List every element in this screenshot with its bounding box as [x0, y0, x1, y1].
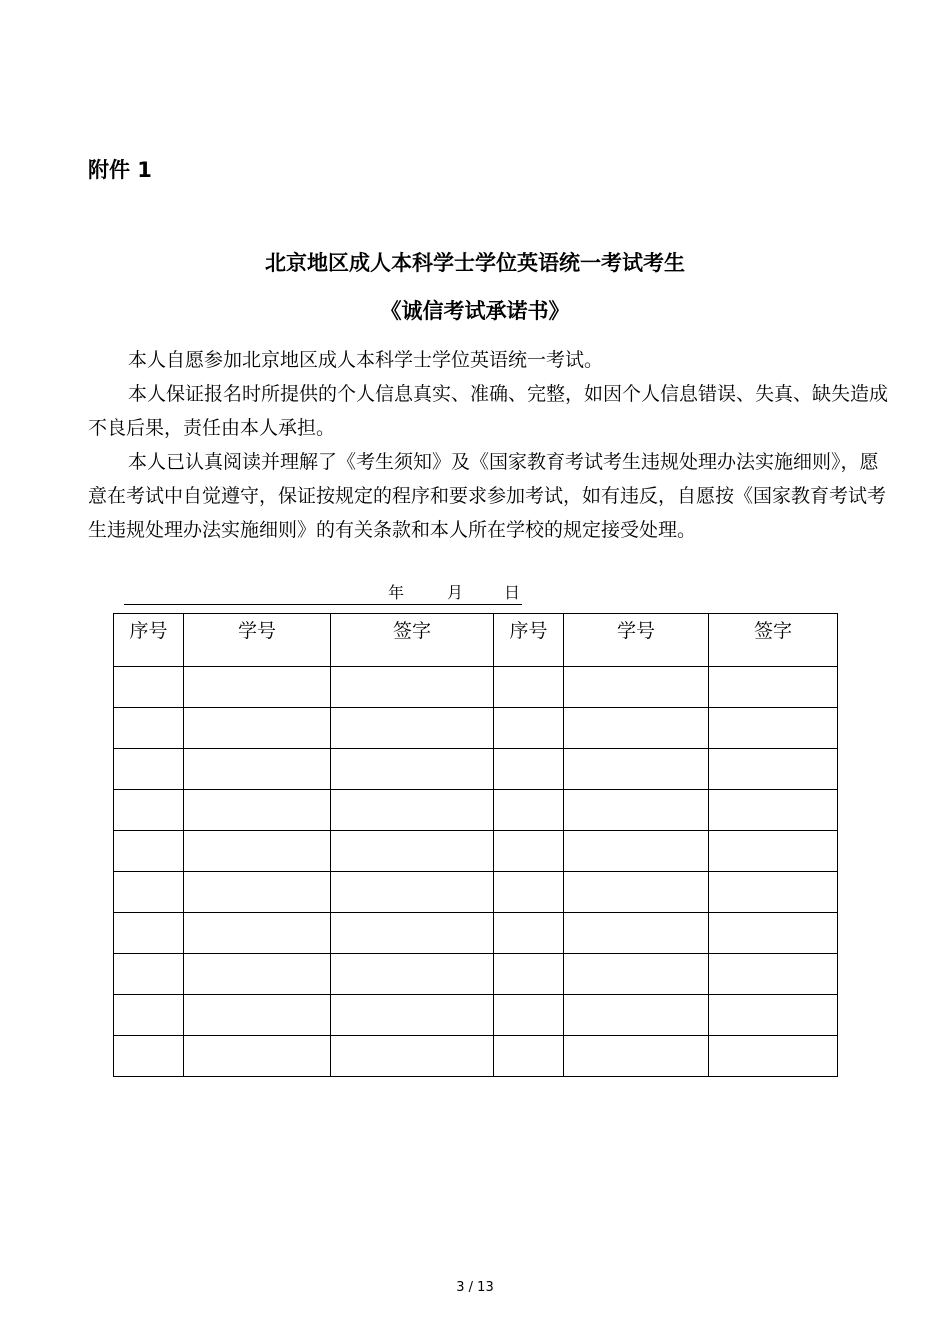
col-header-student-id-left: 学号 [184, 614, 331, 667]
student-id-cell [564, 790, 709, 831]
signature-cell [331, 790, 494, 831]
student-id-cell [184, 995, 331, 1036]
student-id-cell [184, 708, 331, 749]
document-title: 北京地区成人本科学士学位英语统一考试考生 [265, 251, 685, 275]
student-id-cell [564, 749, 709, 790]
col-header-student-id-right: 学号 [564, 614, 709, 667]
student-id-cell [564, 667, 709, 708]
signature-rows [114, 667, 838, 1077]
seq-cell [494, 995, 564, 1036]
seq-cell [494, 913, 564, 954]
col-header-seq-right: 序号 [494, 614, 564, 667]
seq-cell [494, 872, 564, 913]
table-row [114, 749, 838, 790]
student-id-cell [564, 708, 709, 749]
seq-cell [114, 749, 184, 790]
signature-cell [331, 954, 494, 995]
signature-cell [709, 1036, 838, 1077]
signature-cell [331, 995, 494, 1036]
signature-cell [709, 831, 838, 872]
date-day-label: 日 [504, 583, 521, 602]
seq-cell [114, 831, 184, 872]
student-id-cell [564, 954, 709, 995]
table-row [114, 790, 838, 831]
student-id-cell [184, 913, 331, 954]
page-number: 3 / 13 [456, 1280, 494, 1295]
signature-cell [709, 872, 838, 913]
student-id-cell [564, 831, 709, 872]
signature-cell [709, 995, 838, 1036]
student-id-cell [184, 872, 331, 913]
student-id-cell [184, 749, 331, 790]
pledge-paragraph-1: 本人自愿参加北京地区成人本科学士学位英语统一考试。 [128, 349, 604, 371]
document-subtitle: 《诚信考试承诺书》 [380, 299, 570, 323]
signature-cell [331, 667, 494, 708]
signature-cell [709, 749, 838, 790]
seq-cell [494, 708, 564, 749]
seq-cell [494, 790, 564, 831]
seq-cell [114, 708, 184, 749]
table-row [114, 667, 838, 708]
seq-cell [494, 749, 564, 790]
table-row [114, 954, 838, 995]
table-row [114, 995, 838, 1036]
date-line [124, 582, 522, 605]
table-row [114, 1036, 838, 1077]
table-row [114, 708, 838, 749]
seq-cell [494, 831, 564, 872]
student-id-cell [184, 1036, 331, 1077]
signature-cell [331, 1036, 494, 1077]
student-id-cell [564, 995, 709, 1036]
seq-cell [114, 790, 184, 831]
seq-cell [114, 872, 184, 913]
col-header-signature-right: 签字 [709, 614, 838, 667]
table-header-row [114, 614, 838, 667]
student-id-cell [184, 790, 331, 831]
seq-cell [114, 995, 184, 1036]
signature-cell [331, 913, 494, 954]
signature-cell [331, 708, 494, 749]
table-row [114, 872, 838, 913]
col-header-seq-left: 序号 [114, 614, 184, 667]
student-id-cell [564, 1036, 709, 1077]
seq-cell [114, 667, 184, 708]
attachment-label: 附件 1 [88, 158, 152, 182]
student-id-cell [184, 667, 331, 708]
signature-cell [709, 708, 838, 749]
signature-cell [331, 749, 494, 790]
signature-cell [331, 872, 494, 913]
date-year-label: 年 [388, 583, 405, 602]
pledge-paragraph-2: 本人保证报名时所提供的个人信息真实、准确、完整，如因个人信息错误、失真、缺失造成不良后果，责任由本人承担。 [88, 383, 889, 439]
seq-cell [494, 954, 564, 995]
student-id-cell [564, 872, 709, 913]
table-row [114, 831, 838, 872]
student-id-cell [564, 913, 709, 954]
col-header-signature-left: 签字 [331, 614, 494, 667]
signature-table [113, 613, 838, 1077]
seq-cell [114, 913, 184, 954]
signature-cell [709, 790, 838, 831]
table-row [114, 913, 838, 954]
seq-cell [114, 954, 184, 995]
seq-cell [494, 667, 564, 708]
student-id-cell [184, 831, 331, 872]
seq-cell [114, 1036, 184, 1077]
signature-cell [709, 954, 838, 995]
signature-cell [709, 667, 838, 708]
student-id-cell [184, 954, 331, 995]
seq-cell [494, 1036, 564, 1077]
pledge-body [88, 343, 888, 547]
signature-cell [709, 913, 838, 954]
date-month-label: 月 [447, 583, 464, 602]
pledge-paragraph-3: 本人已认真阅读并理解了《考生须知》及《国家教育考试考生违规处理办法实施细则》，愿意在考试中自觉遵守，保证按规定的程序和要求参加考试，如有违反，自愿按《国家教育考试考生违规处理办法实施细则》的有关条款和本人所在学校的规定接受处理。 [88, 451, 887, 541]
signature-cell [331, 831, 494, 872]
